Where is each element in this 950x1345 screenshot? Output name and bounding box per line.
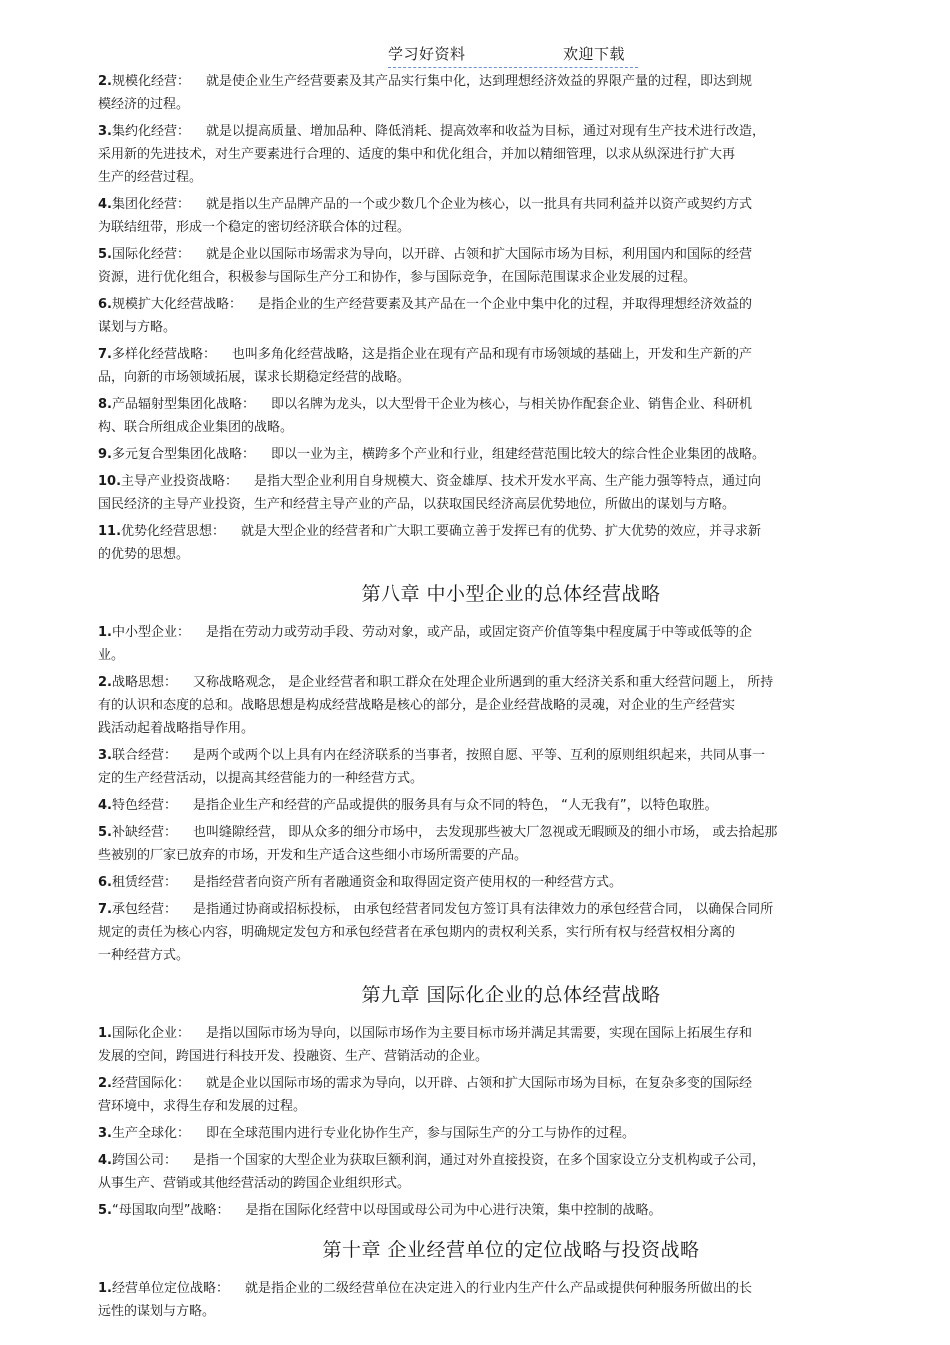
entry-text-line: 为联结纽带，形成一个稳定的密切经济联合体的过程。 <box>98 220 411 235</box>
entry-term: 多元复合型集团化战略： <box>111 447 255 462</box>
header-right-text: 欢迎下载 <box>563 45 626 63</box>
entry-number: 6. <box>98 875 112 890</box>
entry-term: 经营单位定位战略： <box>111 1281 229 1296</box>
entry-number: 7. <box>98 902 112 917</box>
definition-entry <box>98 898 924 967</box>
definition-entry <box>98 1122 924 1145</box>
entry-number: 3. <box>98 748 112 763</box>
entry-text-line: 即在全球范围内进行专业化协作生产，参与国际生产的分工与协作的过程。 <box>206 1126 636 1141</box>
entry-text-line: 就是大型企业的经营者和广大职工要确立善于发挥已有的优势、扩大优势的效应，并寻求新 <box>241 524 762 539</box>
document-body <box>98 70 924 1327</box>
page-header <box>388 43 638 68</box>
entry-text-line: 一种经营方式。 <box>98 948 190 963</box>
entry-number: 4. <box>98 798 112 813</box>
entry-text-line: 就是使企业生产经营要素及其产品实行集中化，达到理想经济效益的界限产量的过程，即达到规 <box>206 74 753 89</box>
entry-term: 经营国际化： <box>111 1076 190 1091</box>
header-left-text: 学习好资料 <box>388 45 466 63</box>
entry-text-line: 是两个或两个以上具有内在经济联系的当事者，按照自愿、平等、互利的原则组织起来，共同从事一 <box>193 748 766 763</box>
entry-number: 9. <box>98 447 112 462</box>
entry-term: 集约化经营： <box>111 124 190 139</box>
entry-text-line: 从事生产、营销或其他经营活动的跨国企业组织形式。 <box>98 1176 411 1191</box>
entry-text-line: 是指经营者向资产所有者融通资金和取得固定资产使用权的一种经营方式。 <box>193 875 623 890</box>
entry-term: 产品辐射型集团化战略： <box>111 397 255 412</box>
definition-entry <box>98 671 924 740</box>
entry-number: 1. <box>98 1281 112 1296</box>
entry-text-line: 是指以国际市场为导向，以国际市场作为主要目标市场并满足其需要，实现在国际上拓展生存和 <box>206 1026 753 1041</box>
entry-term: 租赁经营： <box>111 875 177 890</box>
entry-term: 生产全球化： <box>111 1126 190 1141</box>
entry-text-line: 的优势的思想。 <box>98 547 190 562</box>
definition-entry <box>98 821 924 867</box>
entry-text-line: 生产的经营过程。 <box>98 170 203 185</box>
entry-term: 联合经营： <box>111 748 177 763</box>
definition-entry <box>98 293 924 339</box>
definition-entry <box>98 1022 924 1068</box>
entry-text-line: 些被别的厂家已放弃的市场，开发和生产适合这些细小市场所需要的产品。 <box>98 848 528 863</box>
entry-text-line: 规定的责任为核心内容，明确规定发包方和承包经营者在承包期内的责权利关系，实行所有权与经营权相分离的 <box>98 925 736 940</box>
entry-text-line: 业。 <box>98 648 125 663</box>
entry-text-line: 国民经济的主导产业投资，生产和经营主导产业的产品，以获取国民经济高层优势地位，所做出的谋划与方略。 <box>98 497 736 512</box>
entry-term: 规模扩大化经营战略： <box>111 297 242 312</box>
entry-text-line: 是指通过协商或招标投标， 由承包经营者同发包方签订具有法律效力的承包经营合同， 以确保合同所 <box>193 902 774 917</box>
entry-term: “母国取向型”战略： <box>111 1203 230 1218</box>
definition-entry <box>98 1277 924 1323</box>
entry-text-line: 构、联合所组成企业集团的战略。 <box>98 420 294 435</box>
entry-number: 4. <box>98 1153 112 1168</box>
entry-number: 2. <box>98 74 112 89</box>
entry-term: 战略思想： <box>111 675 177 690</box>
entry-text-line: 定的生产经营活动，以提高其经营能力的一种经营方式。 <box>98 771 424 786</box>
entry-text-line: 是指企业生产和经营的产品或提供的服务具有与众不同的特色， “人无我有”，以特色取胜。 <box>193 798 718 813</box>
entry-text-line: 是指企业的生产经营要素及其产品在一个企业中集中化的过程，并取得理想经济效益的 <box>258 297 753 312</box>
entry-number: 11. <box>98 524 122 539</box>
definition-entry <box>98 1199 924 1222</box>
entry-text-line: 谋划与方略。 <box>98 320 177 335</box>
definition-entry <box>98 470 924 516</box>
entry-term: 跨国公司： <box>111 1153 177 1168</box>
definition-entry <box>98 520 924 566</box>
chapter-title: 第九章 国际化企业的总体经营战略 <box>361 984 661 1006</box>
entry-text-line: 远性的谋划与方略。 <box>98 1304 216 1319</box>
entry-term: 国际化经营： <box>111 247 190 262</box>
entry-number: 3. <box>98 1126 112 1141</box>
entry-text-line: 采用新的先进技术，对生产要素进行合理的、适度的集中和优化组合，并加以精细管理，以求从纵深进行扩大再 <box>98 147 736 162</box>
entry-number: 2. <box>98 1076 112 1091</box>
entry-text-line: 品，向新的市场领域拓展，谋求长期稳定经营的战略。 <box>98 370 411 385</box>
definition-entry <box>98 343 924 389</box>
definition-entry <box>98 193 924 239</box>
entry-number: 7. <box>98 347 112 362</box>
entry-text-line: 是指在劳动力或劳动手段、劳动对象，或产品，或固定资产价值等集中程度属于中等或低等的企 <box>206 625 753 640</box>
entry-number: 5. <box>98 825 112 840</box>
entry-number: 6. <box>98 297 112 312</box>
entry-text-line: 是指一个国家的大型企业为获取巨额利润，通过对外直接投资，在多个国家设立分支机构或子公司， <box>193 1153 766 1168</box>
entry-number: 3. <box>98 124 112 139</box>
entry-term: 承包经营： <box>111 902 177 917</box>
entry-number: 8. <box>98 397 112 412</box>
entry-text-line: 就是企业以国际市场需求为导向，以开辟、占领和扩大国际市场为目标，利用国内和国际的经营 <box>206 247 753 262</box>
definition-entry <box>98 70 924 116</box>
definition-entry <box>98 794 924 817</box>
entry-number: 4. <box>98 197 112 212</box>
definition-entry <box>98 243 924 289</box>
entry-text-line: 又称战略观念， 是企业经营者和职工群众在处理企业所遇到的重大经济关系和重大经营问题上， 所持 <box>193 675 774 690</box>
entry-text-line: 就是以提高质量、增加品种、降低消耗、提高效率和收益为目标，通过对现有生产技术进行改造， <box>206 124 766 139</box>
entry-term: 补缺经营： <box>111 825 177 840</box>
entry-text-line: 即以名牌为龙头，以大型骨干企业为核心，与相关协作配套企业、销售企业、科研机 <box>271 397 753 412</box>
entry-term: 国际化企业： <box>111 1026 190 1041</box>
entry-term: 优势化经营思想： <box>121 524 226 539</box>
entry-term: 多样化经营战略： <box>111 347 216 362</box>
entry-text-line: 是指在国际化经营中以母国或母公司为中心进行决策，集中控制的战略。 <box>245 1203 662 1218</box>
definition-entry <box>98 1149 924 1195</box>
definition-entry <box>98 443 924 466</box>
entry-text-line: 就是企业以国际市场的需求为导向，以开辟、占领和扩大国际市场为目标，在复杂多变的国际经 <box>206 1076 753 1091</box>
entry-text-line: 也叫多角化经营战略，这是指企业在现有产品和现有市场领域的基础上，开发和生产新的产 <box>232 347 753 362</box>
entry-text-line: 是指大型企业利用自身规模大、资金雄厚、技术开发水平高、生产能力强等特点，通过向 <box>254 474 762 489</box>
definition-entry <box>98 744 924 790</box>
definition-entry <box>98 621 924 667</box>
chapter-title: 第八章 中小型企业的总体经营战略 <box>361 583 661 605</box>
entry-number: 2. <box>98 675 112 690</box>
entry-text-line: 发展的空间，跨国进行科技开发、投融资、生产、营销活动的企业。 <box>98 1049 489 1064</box>
entry-text-line: 也叫缝隙经营， 即从众多的细分市场中， 去发现那些被大厂忽视或无暇顾及的细小市场， 或去拾起那 <box>193 825 778 840</box>
entry-term: 主导产业投资战略： <box>121 474 239 489</box>
chapter-title: 第十章 企业经营单位的定位战略与投资战略 <box>322 1239 700 1261</box>
definition-entry <box>98 393 924 439</box>
entry-text-line: 营环境中，求得生存和发展的过程。 <box>98 1099 307 1114</box>
entry-text-line: 模经济的过程。 <box>98 97 190 112</box>
definition-entry <box>98 120 924 189</box>
entry-number: 1. <box>98 625 112 640</box>
entry-text-line: 有的认识和态度的总和。战略思想是构成经营战略是核心的部分，是企业经营战略的灵魂，对企业的生产经营实 <box>98 698 736 713</box>
entry-term: 中小型企业： <box>111 625 190 640</box>
entry-term: 集团化经营： <box>111 197 190 212</box>
entry-text-line: 资源，进行优化组合，积极参与国际生产分工和协作，参与国际竞争，在国际范围谋求企业发展的过程。 <box>98 270 697 285</box>
entry-number: 5. <box>98 247 112 262</box>
entry-term: 特色经营： <box>111 798 177 813</box>
entry-number: 1. <box>98 1026 112 1041</box>
entry-text-line: 就是指以生产品牌产品的一个或少数几个企业为核心，以一批具有共同利益并以资产或契约方式 <box>206 197 753 212</box>
entry-text-line: 即以一业为主，横跨多个产业和行业，组建经营范围比较大的综合性企业集团的战略。 <box>271 447 766 462</box>
entry-number: 10. <box>98 474 122 489</box>
entry-text-line: 就是指企业的二级经营单位在决定进入的行业内生产什么产品或提供何种服务所做出的长 <box>245 1281 753 1296</box>
entry-term: 规模化经营： <box>111 74 190 89</box>
entry-text-line: 践活动起着战略指导作用。 <box>98 721 255 736</box>
definition-entry <box>98 1072 924 1118</box>
definition-entry <box>98 871 924 894</box>
entry-number: 5. <box>98 1203 112 1218</box>
